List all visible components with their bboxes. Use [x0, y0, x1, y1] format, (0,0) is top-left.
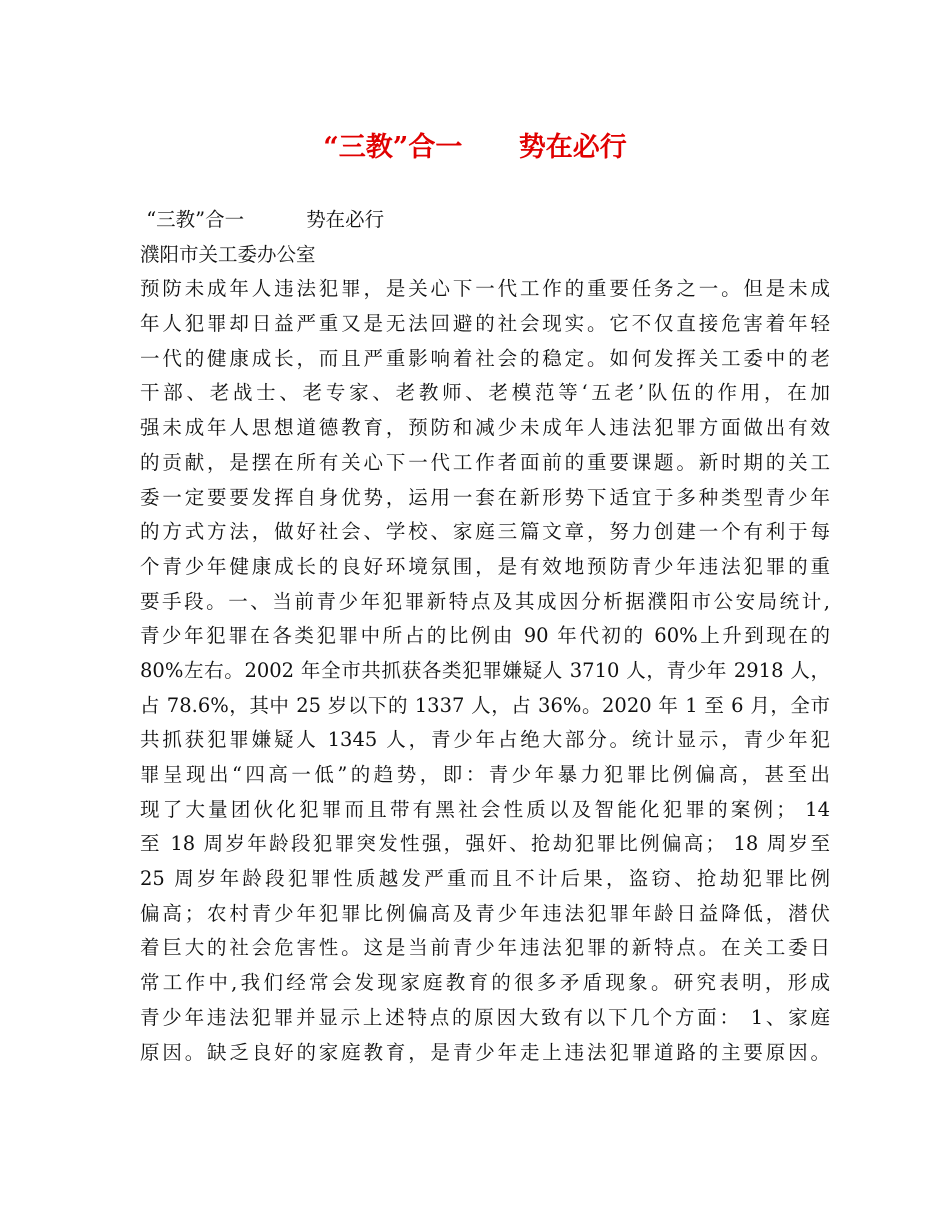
body-line: 偏高；农村青少年犯罪比例偏高及青少年违法犯罪年龄日益降低，潜伏	[140, 901, 830, 925]
body-line: 青少年犯罪在各类犯罪中所占的比例由 90 年代初的 60%上升到现在的	[140, 624, 830, 648]
subtitle-line: “三教”合一 势在必行	[140, 208, 385, 231]
body-line: 占 78.6%，其中 25 岁以下的 1337 人，占 36%。2020 年 1 至 6 月，全市	[140, 693, 830, 717]
body-line: 干部、老战士、老专家、老教师、老模范等‘五老’队伍的作用，在加	[140, 381, 830, 405]
body-line: 要手段。一、当前青少年犯罪新特点及其成因分析据濮阳市公安局统计,	[140, 589, 830, 613]
body-line: 的贡献，是摆在所有关心下一代工作者面前的重要课题。新时期的关工	[140, 450, 830, 474]
document-title: “三教”合一 势在必行	[323, 132, 627, 163]
body-line: 个青少年健康成长的良好环境氛围，是有效地预防青少年违法犯罪的重	[140, 554, 830, 578]
body-line: 原因。缺乏良好的家庭教育，是青少年走上违法犯罪道路的主要原因。	[140, 1040, 830, 1064]
body-line: 年人犯罪却日益严重又是无法回避的社会现实。它不仅直接危害着年轻	[140, 312, 830, 336]
body-line: 罪呈现出“四高一低”的趋势，即：青少年暴力犯罪比例偏高，甚至出	[140, 763, 830, 786]
body-line: 一代的健康成长，而且严重影响着社会的稳定。如何发挥关工委中的老	[140, 346, 830, 370]
document-body	[140, 203, 830, 1070]
body-line: 常工作中,我们经常会发现家庭教育的很多矛盾现象。研究表明，形成	[140, 971, 830, 995]
body-line: 的方式方法，做好社会、学校、家庭三篇文章，努力创建一个有利于每	[140, 520, 830, 544]
body-paragraph	[140, 272, 830, 1070]
body-line: 着巨大的社会危害性。这是当前青少年违法犯罪的新特点。在关工委日	[140, 936, 830, 960]
body-line: 共抓获犯罪嫌疑人 1345 人，青少年占绝大部分。统计显示，青少年犯	[140, 728, 830, 752]
body-line: 至 18 周岁年龄段犯罪突发性强，强奸、抢劫犯罪比例偏高； 18 周岁至	[140, 832, 830, 856]
body-line: 预防未成年人违法犯罪，是关心下一代工作的重要任务之一。但是未成	[140, 277, 830, 301]
body-line: 委一定要要发挥自身优势，运用一套在新形势下适宜于多种类型青少年	[140, 485, 830, 509]
body-line: 青少年违法犯罪并显示上述特点的原因大致有以下几个方面： 1、家庭	[140, 1005, 830, 1029]
body-line: 现了大量团伙化犯罪而且带有黑社会性质以及智能化犯罪的案例； 14	[140, 797, 830, 821]
author-line: 濮阳市关工委办公室	[140, 242, 316, 266]
body-line: 25 周岁年龄段犯罪性质越发严重而且不计后果，盗窃、抢劫犯罪比例	[140, 867, 830, 891]
body-line: 强未成年人思想道德教育，预防和减少未成年人违法犯罪方面做出有效	[140, 416, 830, 440]
body-line: 80%左右。2002 年全市共抓获各类犯罪嫌疑人 3710 人，青少年 2918 人，	[140, 658, 830, 682]
